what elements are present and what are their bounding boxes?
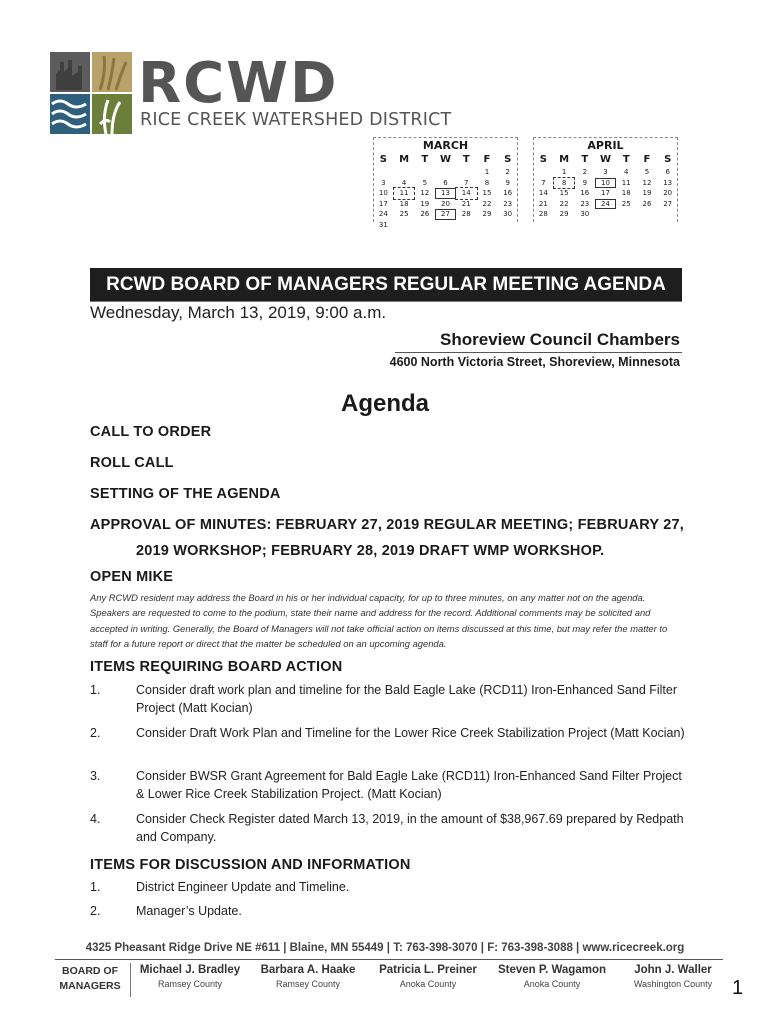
calendar-day: 12	[642, 178, 652, 187]
calendar-day	[497, 220, 518, 231]
calendar-day	[414, 220, 435, 231]
calendar-day: 7	[464, 178, 469, 187]
calendar-day: 11	[394, 188, 415, 199]
calendar-day: 14	[456, 188, 477, 199]
calendar-day: 9	[505, 178, 510, 187]
calendar-day: 27	[663, 199, 673, 208]
calendar-day: 23	[503, 199, 513, 208]
roll-call-heading: ROLL CALL	[90, 455, 174, 471]
logo-subtitle: RICE CREEK WATERSHED DISTRICT	[140, 110, 452, 130]
calendar-day: 21	[461, 199, 471, 208]
manager-county: Ramsey County	[157, 979, 223, 989]
calendar-weekday: T	[462, 154, 470, 165]
discussion-items-heading: ITEMS FOR DISCUSSION AND INFORMATION	[90, 857, 411, 873]
item-number: 2.	[90, 904, 101, 918]
item-text: Consider Draft Work Plan and Timeline for the Lower Rice Creek Stabilization Project (Matt Kocian)	[136, 726, 685, 740]
calendar-month-title: APRIL	[587, 139, 624, 152]
calendar-day: 4	[401, 178, 407, 187]
calendar-day: 2	[505, 168, 510, 176]
calendar-day: 22	[559, 199, 569, 208]
calendar-week	[533, 209, 678, 220]
calendar-day: 24	[378, 210, 388, 218]
calendar-day: 4	[624, 168, 629, 176]
venue-address: 4600 North Victoria Street, Shoreview, Minnesota	[389, 355, 680, 369]
manager-name: John J. Waller	[634, 964, 712, 976]
manager-name: Steven P. Wagamon	[497, 964, 606, 976]
calendar-day: 28	[461, 210, 471, 218]
meeting-date: Wednesday, March 13, 2019, 9:00 a.m.	[90, 303, 387, 322]
calendar-day: 1	[484, 168, 490, 176]
calendar-day: 25	[621, 199, 631, 208]
calendar-day	[533, 167, 554, 178]
call-to-order-heading: CALL TO ORDER	[90, 424, 212, 440]
calendar-day: 27	[435, 209, 456, 220]
calendar-weekday: M	[399, 154, 410, 165]
calendar-day: 29	[482, 210, 492, 218]
calendar-day: 2	[582, 168, 588, 176]
calendar-day	[637, 209, 658, 220]
item-number: 3.	[90, 769, 101, 783]
agenda-heading: Agenda	[340, 390, 429, 417]
logo-wordmark: RCWD	[138, 51, 339, 116]
calendar-day: 3	[381, 178, 386, 187]
manager-entry	[492, 964, 612, 989]
venue-divider	[395, 352, 682, 353]
calendar-day	[435, 167, 456, 178]
calendar-weekday: F	[643, 154, 651, 165]
meeting-venue: Shoreview Council Chambers	[440, 330, 680, 349]
calendar-day	[373, 167, 394, 178]
item-number: 1.	[90, 683, 101, 697]
calendar-day	[595, 209, 616, 220]
calendar-weekday: T	[581, 154, 589, 165]
calendar-day: 16	[580, 189, 590, 197]
item-number: 4.	[90, 812, 101, 826]
manager-name: Michael J. Bradley	[139, 964, 241, 976]
item-text: Consider BWSR Grant Agreement for Bald Eagle Lake (RCD11) Iron-Enhanced Sand Filter Project & Lower Rice Creek Stabilization Project. (Matt Kocian)	[136, 769, 682, 801]
calendar-day	[456, 220, 477, 231]
calendar-day: 7	[541, 178, 546, 187]
calendar-day: 6	[665, 168, 670, 176]
manager-entry	[368, 964, 488, 989]
calendar-day: 14	[538, 189, 548, 197]
manager-entry	[613, 964, 733, 989]
item-number: 2.	[90, 726, 101, 740]
title-divider	[90, 301, 682, 302]
calendar-day	[394, 167, 415, 178]
calendar-day: 5	[422, 178, 428, 187]
calendar-day: 30	[503, 210, 513, 218]
manager-county: Anoka County	[523, 979, 581, 989]
item-text: Manager’s Update.	[136, 904, 242, 918]
calendar-day: 13	[663, 178, 673, 187]
calendar-day: 12	[420, 189, 430, 197]
calendar-week	[373, 199, 518, 210]
calendar-day	[435, 220, 456, 231]
calendar-day: 30	[580, 210, 590, 218]
calendar-day: 29	[559, 210, 569, 218]
calendar-week	[373, 178, 518, 189]
calendar-day: 8	[554, 178, 575, 189]
approval-minutes-heading-cont: 2019 WORKSHOP; FEBRUARY 28, 2019 DRAFT WMP WORKSHOP.	[136, 543, 605, 559]
calendar-day: 26	[420, 210, 430, 218]
calendar-day: 23	[580, 199, 590, 208]
open-mike-description: Any RCWD resident may address the Board in his or her individual capacity, for up to three minutes, on any matter not on the agenda. Speakers are requested to come to the podium, state their name and address for the record. Additional comments may be solicited and accepted in writing. Generally, the Board of Managers will not take official action on items discussed at this time, but may refer the matter to staff for a future report or direct that the matter be scheduled on an upcoming agenda.	[90, 592, 668, 649]
march-calendar	[373, 137, 518, 229]
calendar-week	[533, 178, 678, 189]
calendar-day	[616, 209, 637, 220]
calendar-day: 16	[503, 189, 513, 197]
item-text: Consider Check Register dated March 13, 2019, in the amount of $38,967.69 prepared by Redpath and Company.	[136, 812, 684, 844]
calendar-day: 19	[642, 189, 652, 197]
calendar-weekday: T	[622, 154, 630, 165]
calendar-day: 13	[435, 188, 456, 199]
calendar-week	[373, 188, 518, 199]
calendar-day: 18	[621, 189, 631, 197]
calendar-day: 17	[378, 199, 388, 208]
calendar-weekday: W	[600, 154, 612, 165]
item-number: 1.	[90, 880, 101, 894]
board-of-managers-label	[55, 964, 125, 994]
calendar-day	[414, 167, 435, 178]
manager-county: Ramsey County	[275, 979, 341, 989]
calendar-day: 15	[482, 189, 492, 197]
calendar-weekday: S	[504, 154, 512, 165]
manager-entry	[248, 964, 368, 989]
calendar-week	[533, 199, 678, 210]
calendar-week	[373, 209, 518, 220]
calendar-day: 21	[538, 199, 548, 208]
action-items-heading: ITEMS REQUIRING BOARD ACTION	[90, 659, 343, 675]
manager-entry	[130, 964, 250, 989]
agenda-title-bar: RCWD BOARD OF MANAGERS REGULAR MEETING AGENDA	[90, 268, 682, 301]
item-text: Consider draft work plan and timeline for the Bald Eagle Lake (RCD11) Iron-Enhanced Sand Filter Project (Matt Kocian)	[136, 683, 678, 715]
calendar-week	[373, 220, 518, 231]
manager-name: Patricia L. Preiner	[379, 964, 477, 976]
calendar-weekday: M	[559, 154, 570, 165]
calendar-weekday: T	[421, 154, 429, 165]
calendar-day: 17	[601, 189, 610, 197]
calendar-day: 19	[420, 199, 430, 208]
board-label-line2: MANAGERS	[59, 980, 121, 992]
board-label-line1: BOARD OF	[62, 965, 118, 977]
footer-contact: 4325 Pheasant Ridge Drive NE #611 | Blaine, MN 55449 | T: 763-398-3070 | F: 763-398-3088 | www.ricecreek.org	[85, 942, 685, 954]
calendar-week	[373, 167, 518, 178]
calendar-day: 10	[595, 178, 616, 189]
calendar-day: 6	[443, 178, 448, 187]
page-number: 1	[732, 977, 744, 999]
item-text: District Engineer Update and Timeline.	[136, 880, 350, 894]
open-mike-heading: OPEN MIKE	[90, 569, 174, 585]
calendar-weekday: S	[664, 154, 672, 165]
calendar-weekday: S	[539, 154, 547, 165]
calendar-day: 15	[559, 189, 569, 197]
calendar-week	[533, 188, 678, 199]
calendar-day: 8	[484, 178, 490, 187]
calendar-day: 20	[663, 189, 673, 197]
calendar-month-title: MARCH	[422, 139, 469, 152]
setting-agenda-heading: SETTING OF THE AGENDA	[90, 486, 281, 502]
calendar-day	[394, 220, 415, 231]
calendar-day: 1	[561, 168, 567, 176]
calendar-day	[456, 167, 477, 178]
calendar-weekday: W	[440, 154, 452, 165]
calendar-week	[533, 167, 678, 178]
calendar-day: 28	[538, 210, 548, 218]
calendar-day: 31	[378, 220, 388, 229]
manager-county: Washington County	[633, 979, 713, 989]
calendar-day: 10	[378, 189, 388, 197]
calendar-day: 25	[399, 210, 409, 218]
approval-minutes-heading: APPROVAL OF MINUTES: FEBRUARY 27, 2019 REGULAR MEETING; FEBRUARY 27,	[90, 517, 684, 533]
calendar-day: 22	[482, 199, 492, 208]
april-calendar	[533, 137, 678, 222]
calendar-weekday: S	[379, 154, 387, 165]
rcwd-logo-mark	[50, 52, 134, 134]
calendar-day: 5	[644, 168, 650, 176]
calendar-day	[657, 209, 678, 220]
calendar-day: 3	[603, 168, 608, 176]
calendar-weekday: F	[483, 154, 491, 165]
manager-name: Barbara A. Haake	[260, 964, 356, 976]
calendar-day: 18	[399, 199, 409, 208]
footer-divider	[55, 959, 723, 960]
calendar-day: 11	[621, 178, 631, 187]
calendar-day: 24	[595, 199, 616, 210]
calendar-day	[477, 220, 498, 231]
manager-county: Anoka County	[399, 979, 457, 989]
calendar-day: 9	[582, 178, 588, 187]
calendar-day: 20	[441, 199, 450, 208]
calendar-day: 26	[642, 199, 652, 208]
